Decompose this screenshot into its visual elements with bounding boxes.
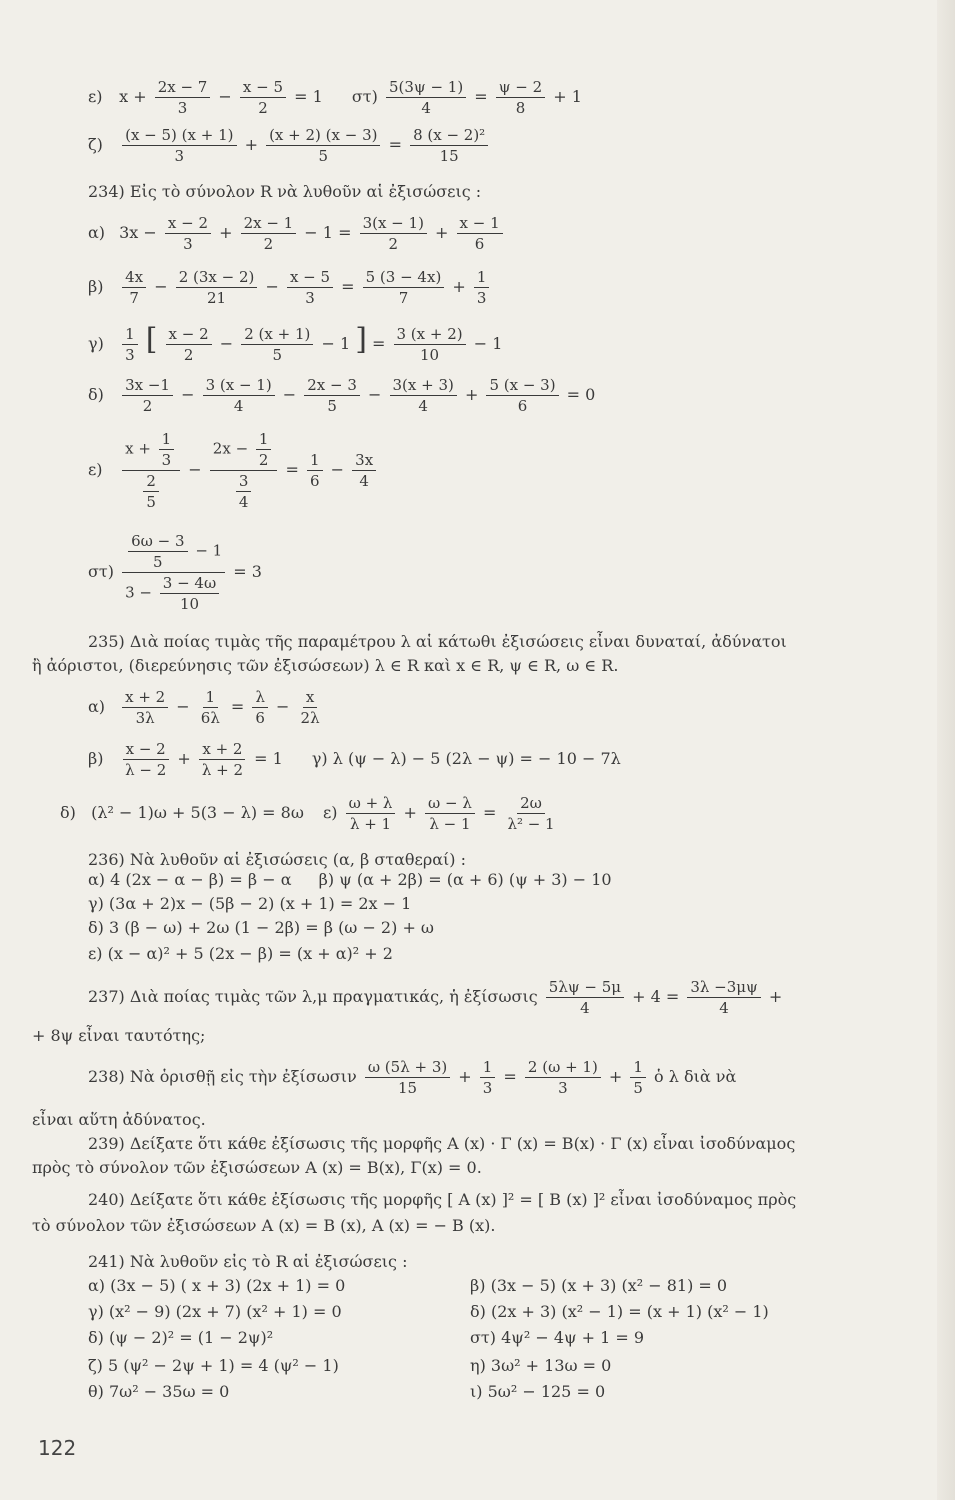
eq-236-a: α) 4 (2x − α − β) = β − α: [88, 870, 292, 889]
eq-241-st: στ) 4ψ² − 4ψ + 1 = 9: [470, 1328, 645, 1347]
problem-240-line2: τὸ σύνολον τῶν ἐξισώσεων Α (x) = Β (x), Α (x) = − Β (x).: [32, 1216, 496, 1235]
eq-236-b: β) ψ (α + 2β) = (α + 6) (ψ + 3) − 10: [318, 870, 612, 889]
eq-241-b: β) (3x − 5) (x + 3) (x² − 81) = 0: [470, 1276, 728, 1295]
eq-235-a: α) $\frac{x + 2}{3\lambda}$ − $\frac{1}{6\lambda}$ = $\frac{\lambda}{6}$ − $\frac{x}{2\lambda}$: [88, 688, 320, 727]
eq-241-i: ι) 5ω² − 125 = 0: [470, 1382, 606, 1401]
eq-234-st: στ) $\frac{6\omega - 3}{5}$ − 1 3 − $\frac{3 - 4\omega}{10}$ = 3: [88, 532, 262, 613]
problem-238-tail: ὁ λ διὰ νὰ: [654, 1067, 737, 1086]
eq-241-d2: δ) (ψ − 2)² = (1 − 2ψ)²: [88, 1328, 274, 1347]
problem-241-title: 241) Νὰ λυθοῦν εἰς τὸ R αἱ ἐξισώσεις :: [88, 1252, 408, 1271]
eq-236-d: δ) 3 (β − ω) + 2ω (1 − 2β) = β (ω − 2) + ω: [88, 918, 434, 937]
problem-239-line1: 239) Δείξατε ὅτι κάθε ἐξίσωσις τῆς μορφῆς Α (x) · Γ (x) = Β(x) · Γ (x) εἶναι ἰσοδύναμος: [88, 1134, 796, 1153]
eq-241-h: η) 3ω² + 13ω = 0: [470, 1356, 612, 1375]
problem-235-line2: ἢ ἀόριστοι, (διερεύνησις τῶν ἐξισώσεων) λ ∈ R καὶ x ∈ R, ψ ∈ R, ω ∈ R.: [32, 656, 619, 675]
problem-237-line2: + 8ψ εἶναι ταυτότης;: [32, 1026, 206, 1045]
problem-235-line1: 235) Διὰ ποίας τιμὰς τῆς παραμέτρου λ αἱ κάτωθι ἐξισώσεις εἶναι δυναταί, ἀδύνατοι: [88, 632, 787, 651]
eq-236-e: ε) (x − α)² + 5 (2x − β) = (x + α)² + 2: [88, 944, 393, 963]
eq-234-e: ε) x + $\frac{1}{3}$ $\frac{2}{5}$ − 2x − $\frac{1}{2}$ $\frac{3}{4}$ = $\frac{1}{6}$ − $\frac{3x}{4}$: [88, 430, 379, 511]
eq-234-g: γ) $\frac{1}{3}$ [ $\frac{x - 2}{2}$ − $\frac{2 (x + 1)}{5}$ − 1 ] = $\frac{3 (x + 2)}{10}$ − 1: [88, 322, 503, 364]
eq-234-d: δ) $\frac{3x -1}{2}$ − $\frac{3 (x - 1)}{4}$ − $\frac{2x - 3}{5}$ − $\frac{3(x + 3)}{4}$ + $\frac{5 (x - 3)}{6}$ = 0: [88, 376, 596, 415]
eq-233-z: ζ) $\frac{(x - 5) (x + 1)}{3}$ + $\frac{(x + 2) (x - 3)}{5}$ = $\frac{\text{8 (x − 2)²}}{15}$: [88, 126, 491, 165]
eq-236-a-b: [88, 870, 612, 889]
eq-241-th: θ) 7ω² − 35ω = 0: [88, 1382, 230, 1401]
eq-235-b-g: β) $\frac{x - 2}{\lambda - 2}$ + $\frac{x + 2}{\lambda + 2}$ = 1 γ) λ (ψ − λ) − 5 (2λ − ψ) = − 10 − 7λ: [88, 740, 621, 779]
problem-240-line1: 240) Δείξατε ὅτι κάθε ἐξίσωσις τῆς μορφῆς [ Α (x) ]² = [ Β (x) ]² εἶναι ἰσοδύναμος πρὸς: [88, 1190, 797, 1209]
eq-236-g: γ) (3α + 2)x − (5β − 2) (x + 1) = 2x − 1: [88, 894, 412, 913]
problem-237-line1: 237) Διὰ ποίας τιμὰς τῶν λ,μ πραγματικάς, ἡ ἐξίσωσις $\frac{5\lambda\psi - 5\mu}{4}$ + 4 = $\frac{3\lambda -3\mu\psi}{4}$ +: [88, 978, 783, 1017]
problem-237-text: 237) Διὰ ποίας τιμὰς τῶν λ,μ πραγματικάς, ἡ ἐξίσωσις: [88, 987, 538, 1006]
page-edge-shadow: [937, 0, 955, 1500]
problem-234-title: 234) Εἰς τὸ σύνολον R νὰ λυθοῦν αἱ ἐξισώσεις :: [88, 182, 482, 201]
eq-234-a: α) 3x − $\frac{x - 2}{3}$ + $\frac{2x - 1}{2}$ − 1 = $\frac{3(x - 1)}{2}$ + $\frac{x - 1}{6}$: [88, 214, 506, 253]
eq-241-a: α) (3x − 5) ( x + 3) (2x + 1) = 0: [88, 1276, 346, 1295]
problem-236-title: 236) Νὰ λυθοῦν αἱ ἐξισώσεις (α, β σταθεραί) :: [88, 850, 467, 869]
eq-235-d-e: δ) (λ² − 1)ω + 5(3 − λ) = 8ω ε) $\frac{\omega + \lambda}{\lambda + 1}$ + $\frac{\omega - \lambda}{\lambda - 1}$ = $\frac{2\omega}{\text{λ² − 1}}$: [60, 794, 555, 833]
problem-238-text: 238) Νὰ ὁρισθῇ εἰς τὴν ἐξίσωσιν: [88, 1067, 357, 1086]
eq-233-e: ε) x + $\frac{2x - 7}{3}$ − $\frac{x - 5}{2}$ = 1 στ) $\frac{5(3\psi - 1)}{4}$ = $\frac{\psi - 2}{8}$ + 1: [88, 78, 582, 117]
problem-238-line1: 238) Νὰ ὁρισθῇ εἰς τὴν ἐξίσωσιν $\frac{\omega (5\lambda + 3)}{15}$ + $\frac{1}{3}$ = $\frac{2 (\omega + 1)}{3}$ + $\frac{1}{5}$ ὁ λ διὰ νὰ: [88, 1058, 737, 1097]
eq-241-g: γ) (x² − 9) (2x + 7) (x² + 1) = 0: [88, 1302, 342, 1321]
problem-239-line2: πρὸς τὸ σύνολον τῶν ἐξισώσεων Α (x) = Β(x), Γ(x) = 0.: [32, 1158, 482, 1177]
page-number: 122: [38, 1436, 77, 1460]
eq-241-z: ζ) 5 (ψ² − 2ψ + 1) = 4 (ψ² − 1): [88, 1356, 339, 1375]
eq-234-b: β) $\frac{4x}{7}$ − $\frac{2 (3x - 2)}{21}$ − $\frac{x - 5}{3}$ = $\frac{5 (3 - 4x)}{7}$ + $\frac{1}{3}$: [88, 268, 492, 307]
problem-238-line2: εἶναι αὕτη ἀδύνατος.: [32, 1110, 206, 1129]
eq-241-d: δ) (2x + 3) (x² − 1) = (x + 1) (x² − 1): [470, 1302, 769, 1321]
